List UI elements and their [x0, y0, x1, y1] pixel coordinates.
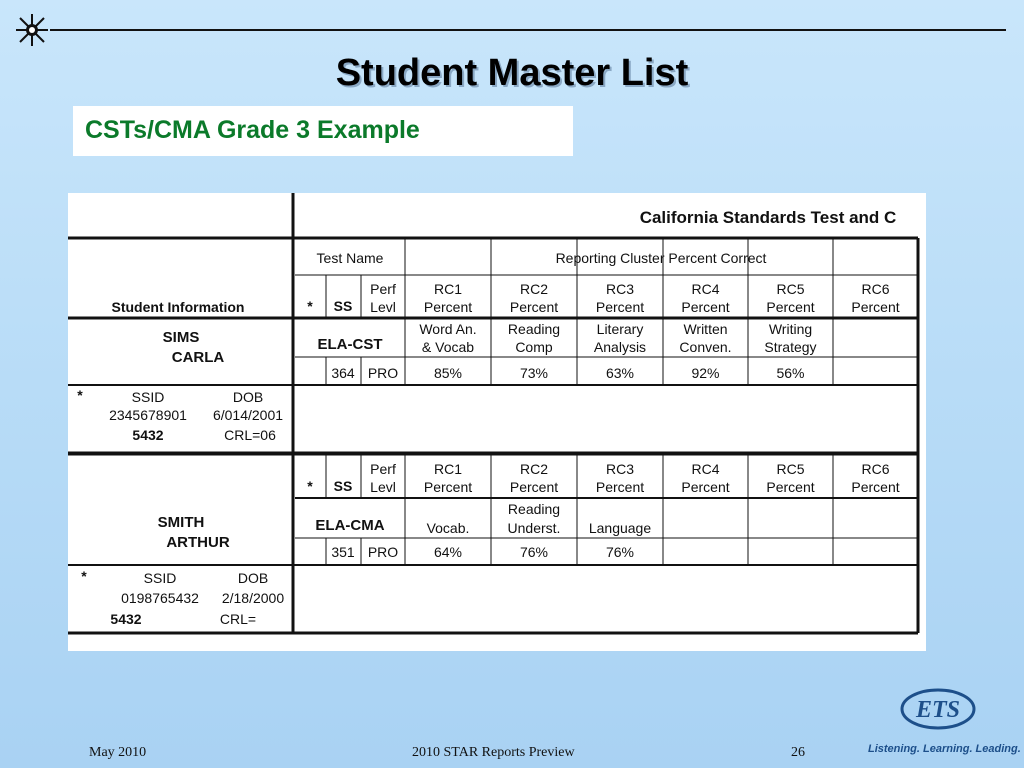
cluster-name: Vocab. — [426, 520, 470, 536]
rc-percent-label: Percent — [766, 479, 815, 495]
perf-level: PRO — [367, 365, 399, 381]
cluster-name: Comp — [515, 339, 553, 355]
ssid-label: SSID — [131, 389, 165, 405]
rc-header: RC2 — [519, 461, 549, 477]
rc-header: RC4 — [691, 461, 720, 477]
page-number: 26 — [791, 745, 805, 760]
test-name: ELA-CST — [317, 336, 383, 353]
cluster-name: Word An. — [419, 321, 477, 337]
dob-value: 6/014/2001 — [212, 407, 284, 423]
info-star: * — [77, 387, 83, 403]
rc-percent-label: Percent — [681, 479, 730, 495]
report-banner: California Standards Test and C — [639, 208, 897, 227]
test-name-header: Test Name — [316, 250, 384, 266]
perf-level: PRO — [367, 544, 399, 560]
info-star: * — [81, 568, 87, 584]
rc-percent-label: Percent — [851, 299, 900, 315]
rc-percent-label: Percent — [423, 479, 473, 495]
rc-header: RC1 — [433, 461, 463, 477]
footer-date: May 2010 — [89, 745, 147, 760]
cluster-percent: 85% — [433, 365, 463, 381]
cluster-name: Conven. — [679, 339, 732, 355]
tagline: Listening. Learning. Leading. — [868, 743, 1021, 755]
school-code: 5432 — [110, 611, 142, 627]
cluster-name: & Vocab — [421, 339, 475, 355]
student-first-name: CARLA — [171, 349, 225, 366]
rc-percent-label: Percent — [509, 479, 559, 495]
col-levl: Levl — [370, 299, 396, 315]
subtitle: CSTs/CMA Grade 3 Example — [85, 116, 420, 144]
rc-percent-label: Percent — [681, 299, 730, 315]
rc-header: RC3 — [605, 281, 635, 297]
cluster-percent: 76% — [519, 544, 549, 560]
cluster-name: Written — [683, 321, 728, 337]
rc-header: RC6 — [861, 461, 890, 477]
cluster-percent: 92% — [691, 365, 720, 381]
ets-logo-text: ETS — [915, 697, 961, 723]
cluster-name: Reading — [507, 321, 561, 337]
cluster-percent: 63% — [605, 365, 635, 381]
report-table — [68, 193, 926, 651]
crl-value: CRL=06 — [224, 427, 276, 443]
cluster-percent: 64% — [433, 544, 463, 560]
cluster-name: Writing — [768, 321, 813, 337]
rc-header: RC5 — [776, 281, 805, 297]
col-ss-2: SS — [333, 478, 353, 494]
student-info-header: Student Information — [111, 299, 245, 315]
col-levl-2: Levl — [370, 479, 396, 495]
cluster-percent: 73% — [519, 365, 549, 381]
test-name: ELA-CMA — [315, 517, 385, 534]
col-star: * — [307, 298, 313, 314]
cluster-name: Reading — [507, 501, 561, 517]
rc-header: RC4 — [691, 281, 720, 297]
cluster-name: Language — [588, 520, 652, 536]
cluster-name: Underst. — [507, 520, 561, 536]
cluster-name: Strategy — [764, 339, 817, 355]
star-logo-icon — [14, 12, 50, 48]
rc-header: RC2 — [519, 281, 549, 297]
cluster-name: Literary — [596, 321, 644, 337]
student-first-name: ARTHUR — [166, 534, 230, 551]
col-perf-2: Perf — [370, 461, 396, 477]
rc-percent-label: Percent — [766, 299, 815, 315]
rc-percent-label: Percent — [595, 479, 645, 495]
rc-header: RC6 — [861, 281, 890, 297]
ssid-label: SSID — [143, 570, 177, 586]
scale-score: 351 — [331, 544, 355, 560]
ets-logo — [900, 686, 980, 732]
ssid-value: 0198765432 — [121, 590, 199, 606]
scale-score: 364 — [331, 365, 355, 381]
rc-percent-label: Percent — [509, 299, 559, 315]
cluster-percent: 76% — [605, 544, 635, 560]
dob-label: DOB — [232, 389, 264, 405]
header-rule — [50, 29, 1006, 31]
rc-header: RC3 — [605, 461, 635, 477]
dob-label: DOB — [237, 570, 269, 586]
rc-percent-label: Percent — [423, 299, 473, 315]
student-last-name: SMITH — [157, 514, 205, 531]
footer-title: 2010 STAR Reports Preview — [412, 745, 575, 760]
col-ss: SS — [333, 298, 353, 314]
ssid-value: 2345678901 — [109, 407, 187, 423]
crl-value: CRL= — [219, 611, 257, 627]
col-star-2: * — [307, 478, 313, 494]
col-perf: Perf — [370, 281, 396, 297]
dob-value: 2/18/2000 — [221, 590, 285, 606]
rc-percent-label: Percent — [851, 479, 900, 495]
subtitle-box — [73, 106, 573, 156]
cluster-percent: 56% — [776, 365, 805, 381]
cluster-name: Analysis — [593, 339, 647, 355]
cluster-header: Reporting Cluster Percent Correct — [555, 250, 767, 266]
student-master-list-report — [68, 193, 926, 651]
rc-percent-label: Percent — [595, 299, 645, 315]
rc-header: RC5 — [776, 461, 805, 477]
school-code: 5432 — [132, 427, 164, 443]
page-title: Student Master List — [335, 52, 689, 94]
student-last-name: SIMS — [162, 329, 200, 346]
rc-header: RC1 — [433, 281, 463, 297]
